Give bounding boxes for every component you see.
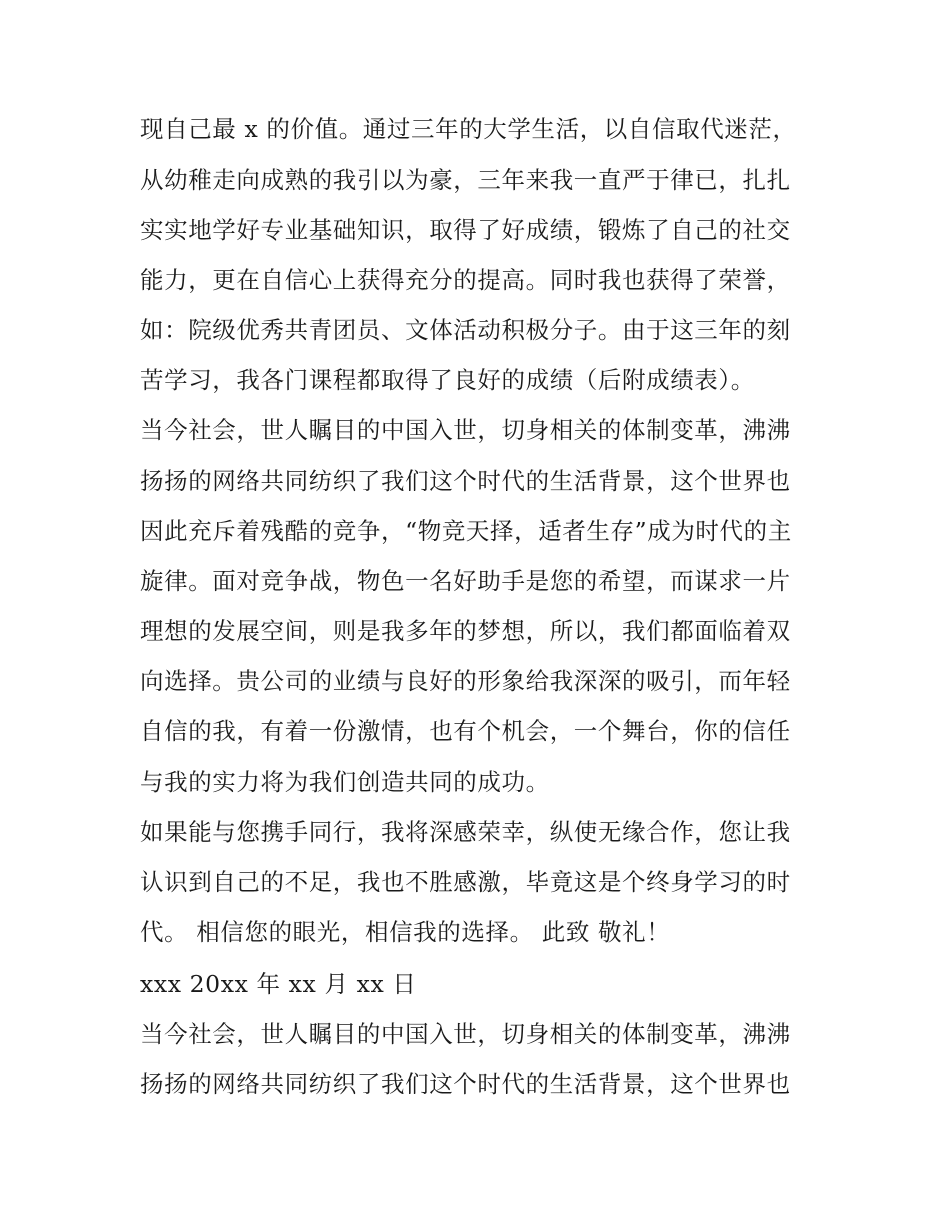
text-line: 当今社会，世人瞩目的中国入世，切身相关的体制变革，沸沸	[140, 1020, 791, 1048]
text-line: 自信的我，有着一份激情，也有个机会，一个舞台，你的信任	[140, 717, 791, 745]
text-line: 如：院级优秀共青团员、文体活动积极分子。由于这三年的刻	[140, 316, 791, 344]
text-line: 如果能与您携手同行，我将深感荣幸，纵使无缘合作，您让我	[140, 818, 791, 846]
text-line: 苦学习，我各门课程都取得了良好的成绩（后附成绩表）。	[140, 366, 755, 394]
text-line: 旋律。面对竞争战，物色一名好助手是您的希望，而谋求一片	[140, 567, 791, 595]
text-line: 因此充斥着残酷的竞争，“物竞天择，适者生存”成为时代的主	[140, 517, 792, 545]
text-line: 理想的发展空间，则是我多年的梦想，所以，我们都面临着双	[140, 617, 791, 645]
text-line: 认识到自己的不足，我也不胜感激，毕竟这是个终身学习的时	[140, 868, 791, 896]
text-line: 现自己最 x 的价值。通过三年的大学生活，以自信取代迷茫，	[140, 115, 797, 143]
date-line: xxx 20xx 年 xx 月 xx 日	[140, 970, 417, 998]
text-line: 代。 相信您的眼光，相信我的选择。 此致 敬礼！	[140, 918, 671, 946]
text-line: 当今社会，世人瞩目的中国入世，切身相关的体制变革，沸沸	[140, 416, 791, 444]
text-line: 与我的实力将为我们创造共同的成功。	[140, 768, 550, 796]
text-line: 实实地学好专业基础知识，取得了好成绩，锻炼了自己的社交	[140, 216, 791, 244]
text-line: 从幼稚走向成熟的我引以为豪，三年来我一直严于律已，扎扎	[140, 166, 791, 194]
text-line: 扬扬的网络共同纺织了我们这个时代的生活背景，这个世界也	[140, 467, 791, 495]
text-line: 扬扬的网络共同纺织了我们这个时代的生活背景，这个世界也	[140, 1070, 791, 1098]
text-line: 向选择。贵公司的业绩与良好的形象给我深深的吸引，而年轻	[140, 667, 791, 695]
text-line: 能力，更在自信心上获得充分的提高。同时我也获得了荣誉，	[140, 266, 791, 294]
